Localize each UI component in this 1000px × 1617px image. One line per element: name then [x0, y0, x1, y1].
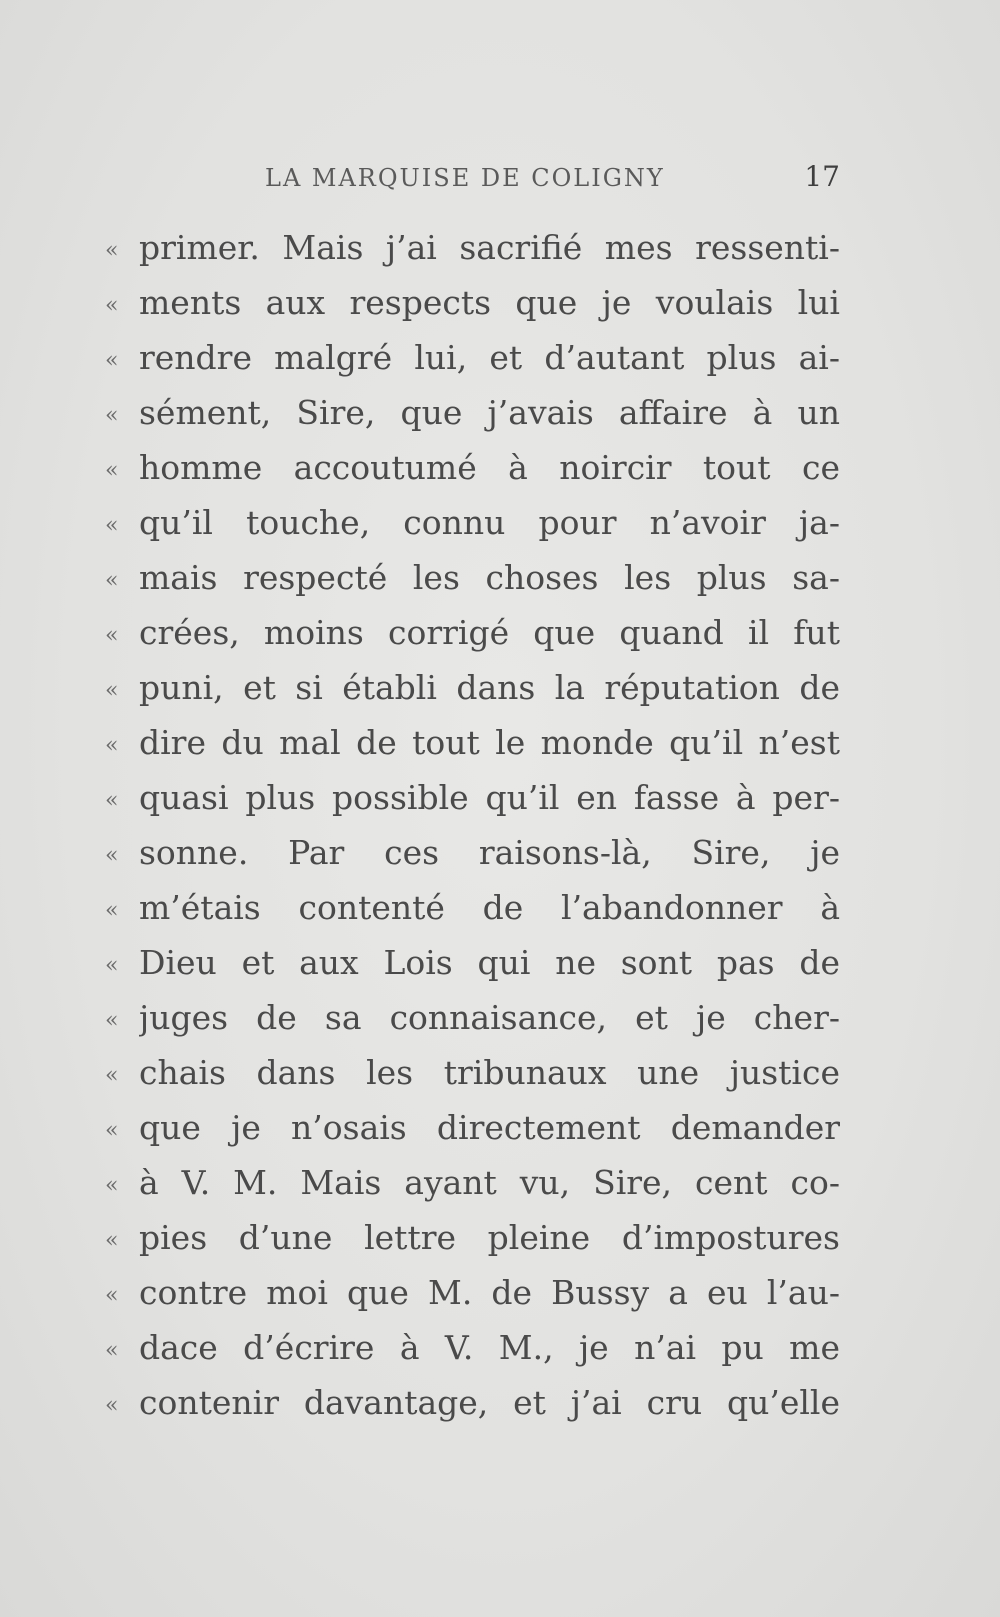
quote-mark: « [105, 513, 119, 538]
line-text: dace d’écrire à V. M., je n’ai pu me [139, 1328, 840, 1367]
line-text: contenir davantage, et j’ai cru qu’elle [139, 1383, 840, 1422]
quote-mark: « [105, 293, 119, 318]
quote-mark: « [105, 733, 119, 758]
text-line [105, 1157, 840, 1212]
quote-mark: « [105, 788, 119, 813]
quote-mark: « [105, 568, 119, 593]
line-text: chais dans les tribunaux une justice [139, 1053, 840, 1092]
quote-mark: « [105, 1228, 119, 1253]
line-text: crées, moins corrigé que quand il fut [139, 613, 840, 652]
line-text: à V. M. Mais ayant vu, Sire, cent co- [139, 1163, 840, 1202]
quote-mark: « [105, 678, 119, 703]
text-line [105, 1102, 840, 1157]
line-text: pies d’une lettre pleine d’impostures [139, 1218, 840, 1257]
text-line [105, 222, 840, 277]
line-text: puni, et si établi dans la réputation de [139, 668, 840, 707]
text-line [105, 1322, 840, 1377]
line-text: contre moi que M. de Bussy a eu l’au- [139, 1273, 840, 1312]
quote-mark: « [105, 1063, 119, 1088]
line-text: dire du mal de tout le monde qu’il n’est [139, 723, 840, 762]
line-text: Dieu et aux Lois qui ne sont pas de [139, 943, 840, 982]
line-text: sément, Sire, que j’avais affaire à un [139, 393, 840, 432]
text-line [105, 607, 840, 662]
text-line [105, 277, 840, 332]
quote-mark: « [105, 238, 119, 263]
text-line [105, 1377, 840, 1432]
line-text: juges de sa connaisance, et je cher- [139, 998, 840, 1037]
text-line [105, 992, 840, 1047]
text-line [105, 882, 840, 937]
quote-mark: « [105, 843, 119, 868]
quote-mark: « [105, 1008, 119, 1033]
text-line [105, 1212, 840, 1267]
quote-mark: « [105, 1283, 119, 1308]
line-text: que je n’osais directement demander [139, 1108, 840, 1147]
quote-mark: « [105, 953, 119, 978]
running-title: LA MARQUISE DE COLIGNY [265, 164, 665, 192]
line-text: sonne. Par ces raisons-là, Sire, je [139, 833, 840, 872]
line-text: qu’il touche, connu pour n’avoir ja- [139, 503, 840, 542]
quote-mark: « [105, 898, 119, 923]
body-text [105, 222, 840, 1432]
quote-mark: « [105, 1118, 119, 1143]
text-line [105, 662, 840, 717]
line-text: homme accoutumé à noircir tout ce [139, 448, 840, 487]
quote-mark: « [105, 348, 119, 373]
text-line [105, 552, 840, 607]
text-line [105, 937, 840, 992]
quote-mark: « [105, 1338, 119, 1363]
quote-mark: « [105, 403, 119, 428]
line-text: rendre malgré lui, et d’autant plus ai- [139, 338, 840, 377]
page-number: 17 [804, 160, 840, 193]
text-line [105, 827, 840, 882]
text-line [105, 772, 840, 827]
text-line [105, 387, 840, 442]
line-text: ments aux respects que je voulais lui [139, 283, 840, 322]
quote-mark: « [105, 1173, 119, 1198]
quote-mark: « [105, 458, 119, 483]
line-text: mais respecté les choses les plus sa- [139, 558, 840, 597]
line-text: m’étais contenté de l’abandonner à [139, 888, 840, 927]
text-line [105, 717, 840, 772]
page-header [105, 160, 840, 200]
text-line [105, 497, 840, 552]
quote-mark: « [105, 623, 119, 648]
text-line [105, 1267, 840, 1322]
text-line [105, 332, 840, 387]
line-text: quasi plus possible qu’il en fasse à per- [139, 778, 840, 817]
quote-mark: « [105, 1393, 119, 1418]
line-text: primer. Mais j’ai sacrifié mes ressenti- [139, 228, 840, 267]
text-line [105, 1047, 840, 1102]
text-line [105, 442, 840, 497]
